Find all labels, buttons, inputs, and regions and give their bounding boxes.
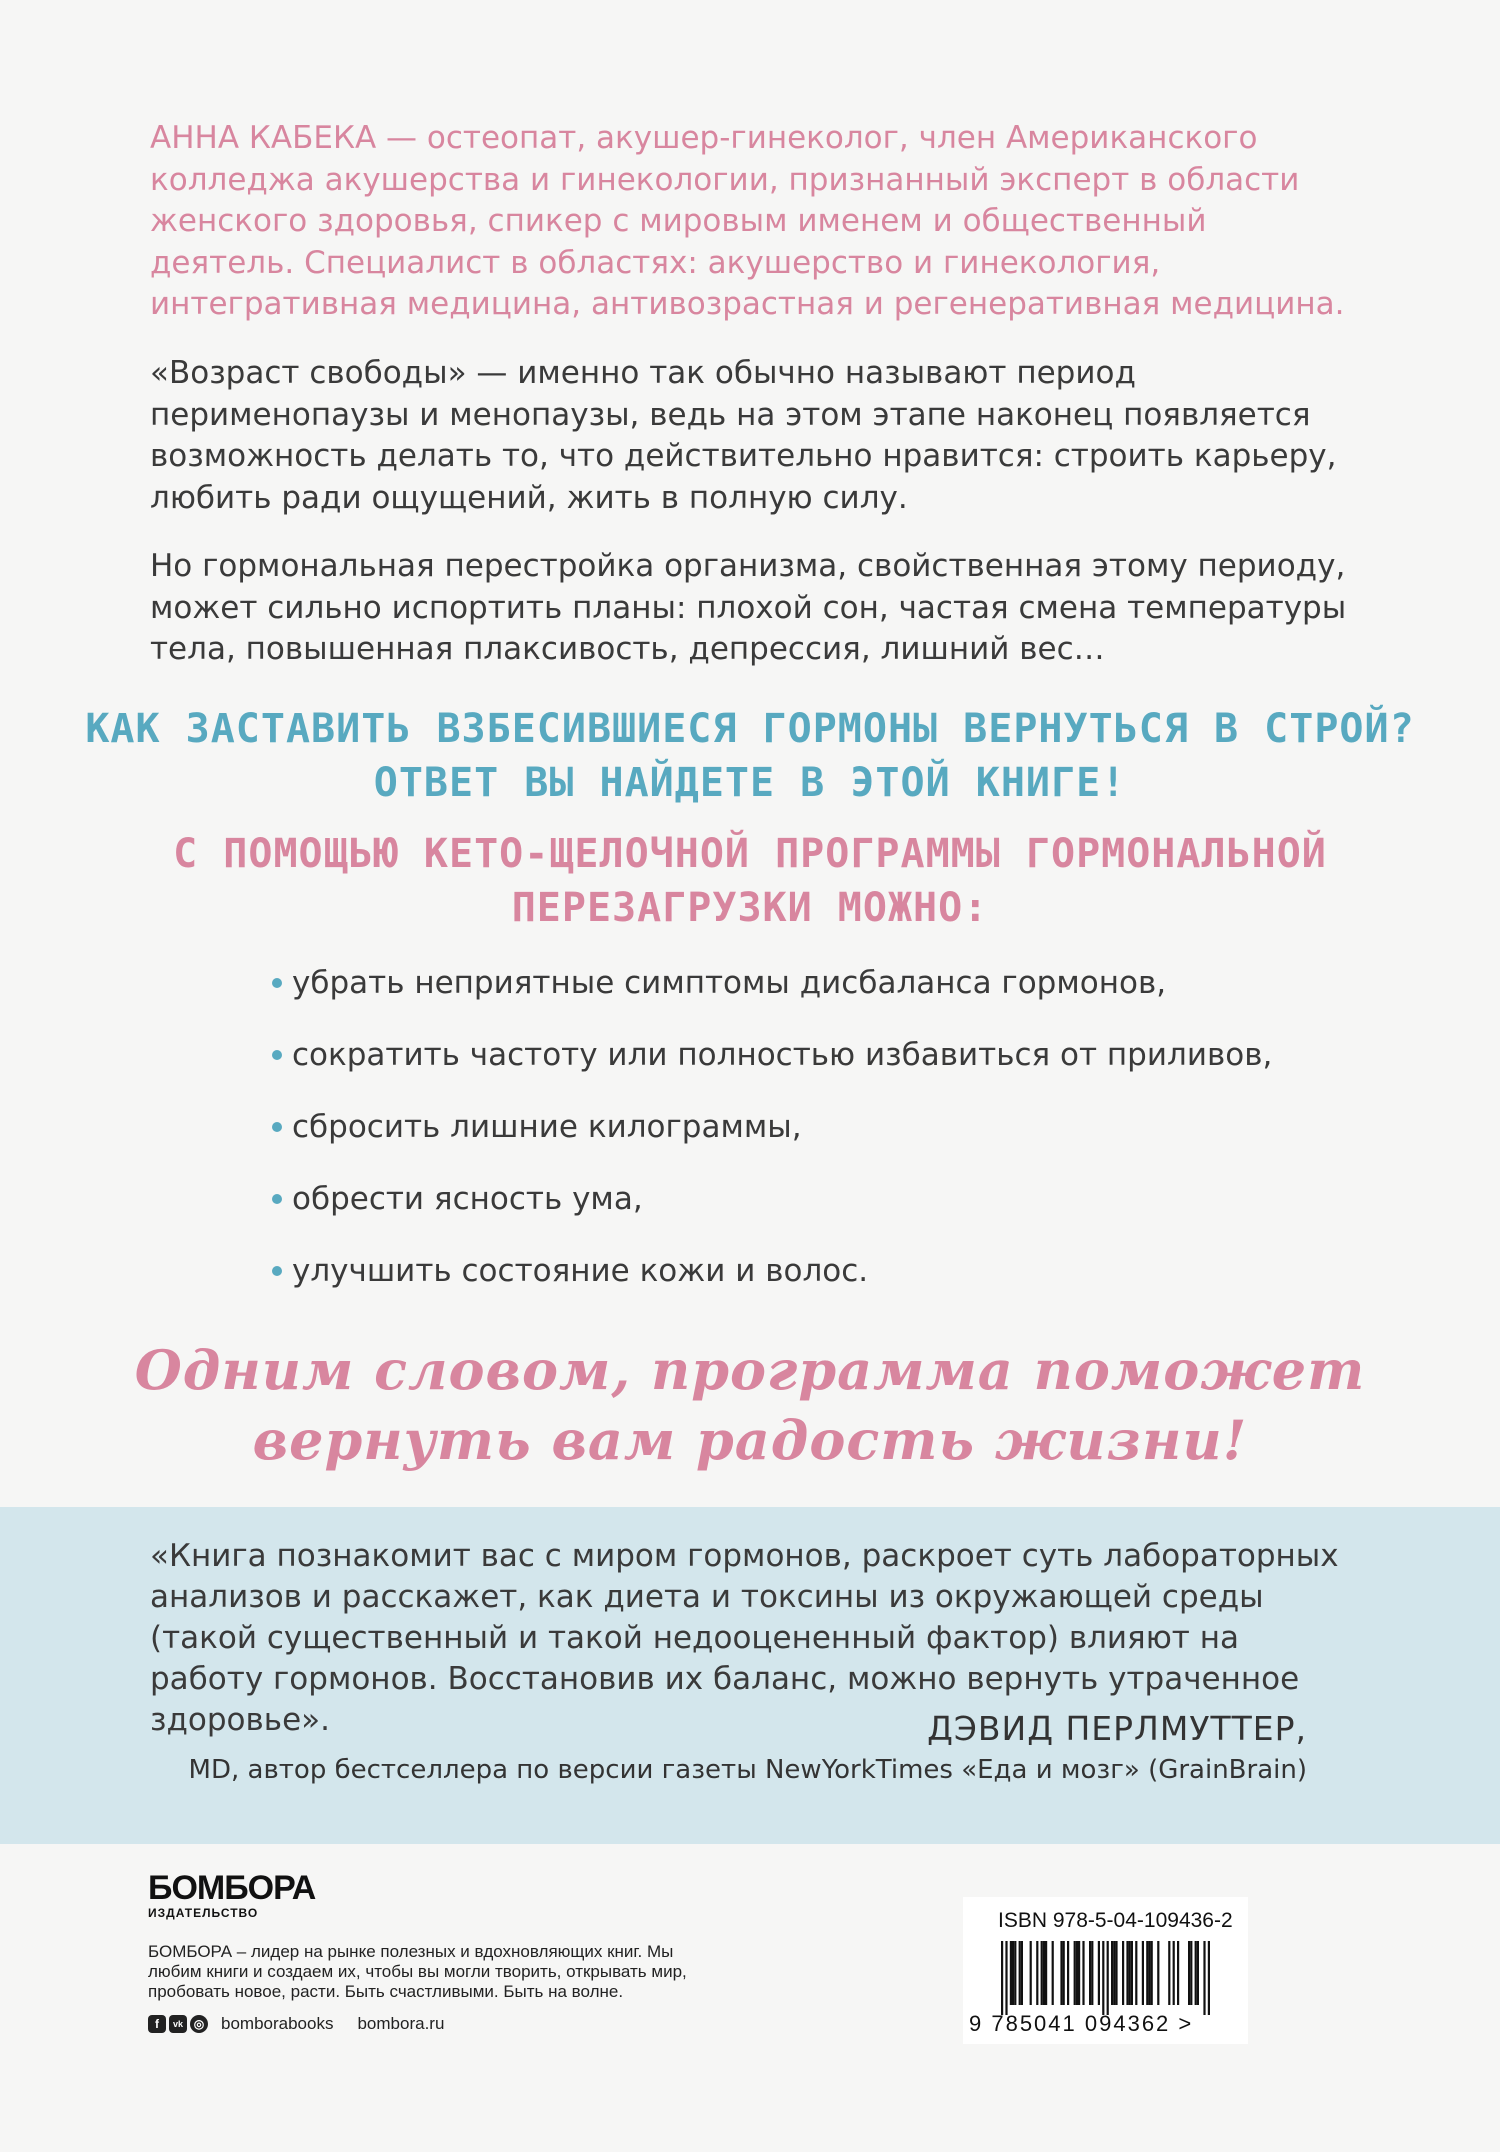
barcode-bar — [1190, 1941, 1192, 2005]
barcode-bar — [1067, 1941, 1069, 2005]
barcode-bar — [1010, 1941, 1012, 2005]
barcode-bar — [1063, 1941, 1065, 2005]
isbn-digits: 9 785041 094362 > — [969, 2011, 1194, 2036]
barcode-bar — [1113, 1941, 1115, 2005]
barcode-bar — [1052, 1941, 1054, 2005]
list-item-text: улучшить состояние кожи и волос. — [292, 1253, 869, 1289]
bullet-dot-icon — [272, 1194, 282, 1204]
author-bio — [150, 118, 1350, 326]
barcode-bar — [1168, 1941, 1170, 2005]
facebook-icon: f — [148, 2015, 166, 2033]
barcode-bar — [1126, 1941, 1128, 2005]
barcode-bar — [1107, 1941, 1109, 2015]
bullet-dot-icon — [272, 1266, 282, 1276]
question-heading-line-1: КАК ЗАСТАВИТЬ ВЗБЕСИВШИЕСЯ ГОРМОНЫ ВЕРНУТЬСЯ В СТРОЙ? — [85, 706, 1415, 752]
barcode-bar — [1078, 1941, 1080, 2005]
publisher-logo — [148, 1870, 315, 1920]
barcode-bar — [1060, 1941, 1062, 2005]
barcode-bar — [1091, 1941, 1093, 2005]
list-item — [268, 1107, 1272, 1179]
barcode-bar — [1089, 1941, 1091, 2005]
barcode-bar — [1208, 1941, 1210, 2015]
barcode-bar — [1036, 1941, 1038, 2005]
list-item — [268, 1179, 1272, 1251]
barcode-bar — [1076, 1941, 1078, 2005]
barcode-bar — [1019, 1941, 1021, 2005]
barcode-bar — [1122, 1941, 1124, 2005]
benefits-list — [268, 963, 1272, 1323]
list-item — [268, 1251, 1272, 1323]
barcode-bar — [1146, 1941, 1148, 2005]
list-item — [268, 1035, 1272, 1107]
slogan-line-1: Одним словом, программа поможет — [134, 1338, 1366, 1402]
barcode-bar — [1177, 1941, 1179, 2005]
conclusion-slogan — [0, 1335, 1500, 1475]
barcode-bar — [1157, 1941, 1159, 2005]
barcode-bar — [1115, 1941, 1117, 2005]
publisher-website: bombora.ru — [357, 2014, 445, 2033]
publisher-description: БОМБОРА – лидер на рынке полезных и вдохновляющих книг. Мы любим книги и создаем их, чтобы вы могли творить, открывать мир, пробовать новое, расти. Быть счастливыми. Быть на волне. — [148, 1942, 687, 2001]
publisher-logo-name: БОМБОРА — [148, 1869, 316, 1907]
testimonial-author: ДЭВИД ПЕРЛМУТТЕР, — [927, 1709, 1307, 1748]
barcode-bar — [1074, 1941, 1076, 2005]
list-item-text: сократить частоту или полностью избавиться от приливов, — [292, 1037, 1273, 1073]
barcode-bar — [1102, 1941, 1104, 2015]
barcode-bar — [1188, 1941, 1190, 2005]
barcode-bar — [1014, 1941, 1016, 2005]
program-heading-line-2: ПЕРЕЗАГРУЗКИ МОЖНО: — [511, 885, 989, 931]
question-heading-line-2: ОТВЕТ ВЫ НАЙДЕТЕ В ЭТОЙ КНИГЕ! — [373, 760, 1127, 806]
barcode-bar — [1043, 1941, 1045, 2005]
barcode-bar — [1111, 1941, 1113, 2005]
author-bio-text: — остеопат, акушер-гинеколог, член Американского колледжа акушерства и гинекологии, признанный эксперт в области женского здоровья, спикер с мировым именем и общественный деятель. Специалист в областях: акушерство и гинекология, интегративная медицина, антивозрастная и регенеративная медицина. — [150, 120, 1345, 322]
barcode-bar — [1173, 1941, 1175, 2005]
barcode-bar — [1148, 1941, 1150, 2005]
barcode-bar — [1001, 1941, 1003, 2015]
vk-icon: vk — [169, 2015, 187, 2033]
barcode-bar — [1129, 1941, 1131, 2005]
program-heading — [0, 827, 1500, 935]
barcode-bar — [1195, 1941, 1197, 2005]
list-item-text: сбросить лишние килограммы, — [292, 1109, 802, 1145]
barcode-bar — [1197, 1941, 1199, 2005]
barcode — [963, 1937, 1248, 2015]
bullet-dot-icon — [272, 978, 282, 988]
bullet-dot-icon — [272, 1122, 282, 1132]
barcode-bar — [1203, 1941, 1205, 2015]
author-name: АННА КАБЕКА — [150, 120, 377, 156]
barcode-bar — [1151, 1941, 1153, 2005]
barcode-bar — [1045, 1941, 1047, 2005]
list-item-text: обрести ясность ума, — [292, 1181, 643, 1217]
barcode-bar — [1135, 1941, 1137, 2005]
testimonial-author-description: MD, автор бестселлера по версии газеты NewYorkTimes «Еда и мозг» (GrainBrain) — [188, 1755, 1307, 1785]
barcode-bar — [1142, 1941, 1144, 2005]
list-item-text: убрать неприятные симптомы дисбаланса гормонов, — [292, 965, 1167, 1001]
slogan-line-2: вернуть вам радость жизни! — [252, 1408, 1248, 1472]
barcode-bar — [1082, 1941, 1084, 2005]
isbn-box — [963, 1897, 1248, 2044]
testimonial-quote: «Книга познакомит вас с миром гормонов, раскроет суть лабораторных анализов и расскажет, как диета и токсины из окружающей среды (такой существенный и такой недооцененный фактор) влияют на работу гормонов. Восстановив их баланс, можно вернуть утраченное здоровье». — [150, 1538, 1339, 1738]
list-item — [268, 963, 1272, 1035]
intro-paragraph: «Возраст свободы» — именно так обычно называют период перименопаузы и менопаузы, ведь на этом этапе наконец появляется возможность делать то, что действительно нравится: строить карьеру, любить ради ощущений, жить в полную силу. — [150, 355, 1337, 516]
barcode-bar — [1098, 1941, 1100, 2005]
barcode-bar — [1005, 1941, 1007, 2015]
barcode-bar — [1131, 1941, 1133, 2005]
bullet-dot-icon — [272, 1050, 282, 1060]
instagram-icon: ◎ — [190, 2015, 208, 2033]
isbn-label: ISBN 978-5-04-109436-2 — [998, 1909, 1233, 1932]
problem-paragraph: Но гормональная перестройка организма, свойственная этому периоду, может сильно испортить планы: плохой сон, частая смена температуры тела, повышенная плаксивость, депрессия, лишний вес… — [150, 548, 1347, 667]
social-handle: bomborabooks — [221, 2014, 334, 2033]
publisher-social — [148, 2013, 444, 2035]
question-heading — [0, 702, 1500, 810]
publisher-logo-subtitle: ИЗДАТЕЛЬСТВО — [148, 1906, 259, 1920]
program-heading-line-1: С ПОМОЩЬЮ КЕТО-ЩЕЛОЧНОЙ ПРОГРАММЫ ГОРМОНАЛЬНОЙ — [173, 831, 1327, 877]
barcode-bar — [1012, 1941, 1014, 2005]
barcode-bar — [1041, 1941, 1043, 2005]
barcode-bar — [1030, 1941, 1032, 2005]
barcode-bar — [1021, 1941, 1023, 2005]
